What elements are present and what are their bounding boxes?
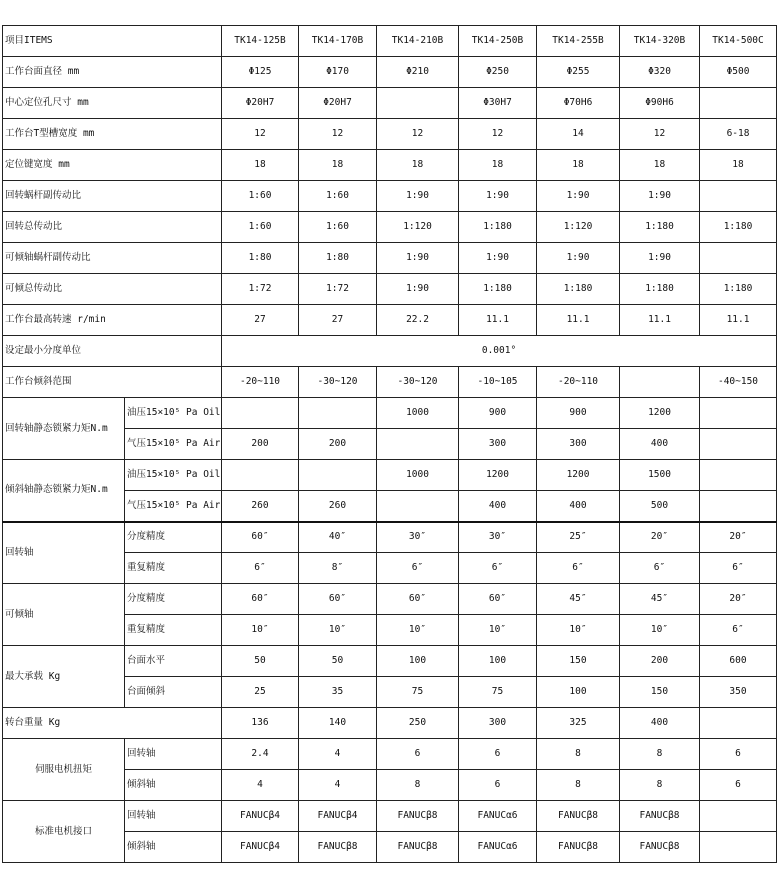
group-label: 最大承载 Kg xyxy=(3,646,125,708)
value-cell: FANUCα6 xyxy=(459,801,537,832)
value-cell: 325 xyxy=(537,708,620,739)
value-cell: Φ255 xyxy=(537,57,620,88)
value-cell: 250 xyxy=(377,708,459,739)
group-label: 回转轴静态锁紧力矩N.m xyxy=(3,398,125,460)
sub-label: 油压15×10⁵ Pa Oil xyxy=(125,460,222,491)
value-cell: 1:90 xyxy=(459,243,537,274)
sub-label: 回转轴 xyxy=(125,739,222,770)
group-label: 伺服电机扭矩 xyxy=(3,739,125,801)
value-cell: 1:72 xyxy=(299,274,377,305)
row-label: 回转总传动比 xyxy=(3,212,222,243)
value-cell xyxy=(700,181,777,212)
group-row xyxy=(3,460,777,491)
value-cell: FANUCβ8 xyxy=(377,832,459,863)
value-cell: 200 xyxy=(222,429,299,460)
value-cell xyxy=(299,398,377,429)
value-cell: 500 xyxy=(620,491,700,522)
min-unit-value: 0.001° xyxy=(222,336,777,367)
value-cell: 1000 xyxy=(377,460,459,491)
value-cell: 8 xyxy=(537,770,620,801)
value-cell: 6″ xyxy=(377,553,459,584)
value-cell: FANUCβ4 xyxy=(299,801,377,832)
spec-row xyxy=(3,274,777,305)
model-header: TK14-210B xyxy=(377,26,459,57)
value-cell: 300 xyxy=(537,429,620,460)
value-cell: 260 xyxy=(222,491,299,522)
value-cell: 100 xyxy=(459,646,537,677)
model-header: TK14-255B xyxy=(537,26,620,57)
header-row xyxy=(3,26,777,57)
value-cell: 1000 xyxy=(377,398,459,429)
value-cell: 1:90 xyxy=(377,243,459,274)
spec-row xyxy=(3,305,777,336)
value-cell: 8″ xyxy=(299,553,377,584)
tilt-range-row xyxy=(3,367,777,398)
value-cell: 350 xyxy=(700,677,777,708)
value-cell: 150 xyxy=(537,646,620,677)
value-cell: 10″ xyxy=(377,615,459,646)
value-cell: FANUCβ4 xyxy=(222,801,299,832)
value-cell: 20″ xyxy=(700,584,777,615)
row-label: 工作台T型槽宽度 mm xyxy=(3,119,222,150)
group-row xyxy=(3,739,777,770)
sub-label: 油压15×10⁵ Pa Oil xyxy=(125,398,222,429)
value-cell: 12 xyxy=(377,119,459,150)
value-cell: 40″ xyxy=(299,522,377,553)
value-cell: 1:180 xyxy=(700,212,777,243)
spec-row xyxy=(3,181,777,212)
value-cell xyxy=(700,832,777,863)
value-cell: Φ500 xyxy=(700,57,777,88)
spec-row xyxy=(3,212,777,243)
value-cell: 11.1 xyxy=(700,305,777,336)
sub-label: 重复精度 xyxy=(125,615,222,646)
value-cell xyxy=(700,88,777,119)
value-cell: 20″ xyxy=(700,522,777,553)
value-cell: FANUCβ8 xyxy=(377,801,459,832)
sub-label: 回转轴 xyxy=(125,801,222,832)
value-cell: 6″ xyxy=(222,553,299,584)
row-label: 可倾总传动比 xyxy=(3,274,222,305)
value-cell: 10″ xyxy=(537,615,620,646)
sub-label: 倾斜轴 xyxy=(125,832,222,863)
row-label: 转台重量 Kg xyxy=(3,708,222,739)
value-cell: 1:180 xyxy=(537,274,620,305)
value-cell xyxy=(222,460,299,491)
weight-row xyxy=(3,708,777,739)
value-cell: 75 xyxy=(377,677,459,708)
value-cell: Φ30H7 xyxy=(459,88,537,119)
group-label: 倾斜轴静态锁紧力矩N.m xyxy=(3,460,125,522)
sub-label: 气压15×10⁵ Pa Air xyxy=(125,491,222,522)
value-cell: 400 xyxy=(459,491,537,522)
items-header: 项目ITEMS xyxy=(3,26,222,57)
value-cell: 18 xyxy=(377,150,459,181)
value-cell xyxy=(377,88,459,119)
spec-table xyxy=(2,25,777,863)
sub-label: 分度精度 xyxy=(125,522,222,553)
value-cell: 6″ xyxy=(700,553,777,584)
value-cell: 6″ xyxy=(620,553,700,584)
value-cell: 1:72 xyxy=(222,274,299,305)
value-cell: 14 xyxy=(537,119,620,150)
value-cell: 400 xyxy=(620,429,700,460)
group-row xyxy=(3,584,777,615)
model-header: TK14-170B xyxy=(299,26,377,57)
value-cell: Φ250 xyxy=(459,57,537,88)
value-cell: 4 xyxy=(222,770,299,801)
model-header: TK14-125B xyxy=(222,26,299,57)
group-label: 回转轴 xyxy=(3,522,125,584)
value-cell: Φ20H7 xyxy=(299,88,377,119)
value-cell: 1:60 xyxy=(299,181,377,212)
min-unit-row xyxy=(3,336,777,367)
value-cell: 1500 xyxy=(620,460,700,491)
value-cell: Φ320 xyxy=(620,57,700,88)
value-cell: 1:60 xyxy=(222,181,299,212)
spec-row xyxy=(3,243,777,274)
value-cell: 1200 xyxy=(620,398,700,429)
value-cell: 6 xyxy=(459,770,537,801)
sub-label: 重复精度 xyxy=(125,553,222,584)
value-cell: 60″ xyxy=(377,584,459,615)
value-cell: Φ170 xyxy=(299,57,377,88)
value-cell: FANUCβ4 xyxy=(222,832,299,863)
value-cell: 12 xyxy=(299,119,377,150)
value-cell: 20″ xyxy=(620,522,700,553)
row-label: 回转蜗杆副传动比 xyxy=(3,181,222,212)
group-row xyxy=(3,646,777,677)
model-header: TK14-250B xyxy=(459,26,537,57)
value-cell: 140 xyxy=(299,708,377,739)
value-cell: 1200 xyxy=(459,460,537,491)
value-cell: 400 xyxy=(620,708,700,739)
value-cell: 1:90 xyxy=(537,243,620,274)
value-cell: 8 xyxy=(537,739,620,770)
row-label: 中心定位孔尺寸 mm xyxy=(3,88,222,119)
value-cell: 400 xyxy=(537,491,620,522)
value-cell: 4 xyxy=(299,739,377,770)
sub-label: 台面倾斜 xyxy=(125,677,222,708)
row-label: 定位键宽度 mm xyxy=(3,150,222,181)
value-cell: 300 xyxy=(459,708,537,739)
value-cell: 60″ xyxy=(222,522,299,553)
value-cell: 100 xyxy=(537,677,620,708)
model-header: TK14-320B xyxy=(620,26,700,57)
value-cell: FANUCβ8 xyxy=(537,832,620,863)
value-cell: 1200 xyxy=(537,460,620,491)
value-cell: 22.2 xyxy=(377,305,459,336)
value-cell: 18 xyxy=(299,150,377,181)
value-cell: -10~105 xyxy=(459,367,537,398)
value-cell: 6 xyxy=(377,739,459,770)
value-cell: 10″ xyxy=(620,615,700,646)
value-cell: -20~110 xyxy=(222,367,299,398)
value-cell: -30~120 xyxy=(377,367,459,398)
value-cell: 1:60 xyxy=(299,212,377,243)
value-cell: 50 xyxy=(222,646,299,677)
value-cell: 1:90 xyxy=(620,181,700,212)
spec-table-body xyxy=(3,26,777,863)
value-cell: 35 xyxy=(299,677,377,708)
value-cell xyxy=(700,398,777,429)
value-cell: 30″ xyxy=(459,522,537,553)
value-cell: Φ90H6 xyxy=(620,88,700,119)
value-cell: 11.1 xyxy=(459,305,537,336)
value-cell: 2.4 xyxy=(222,739,299,770)
value-cell xyxy=(222,398,299,429)
value-cell: 8 xyxy=(620,770,700,801)
spec-row xyxy=(3,119,777,150)
value-cell: 60″ xyxy=(222,584,299,615)
value-cell: 1:180 xyxy=(620,274,700,305)
row-label: 可倾轴蜗杆副传动比 xyxy=(3,243,222,274)
value-cell: 4 xyxy=(299,770,377,801)
value-cell: 10″ xyxy=(459,615,537,646)
value-cell: 25″ xyxy=(537,522,620,553)
value-cell: 200 xyxy=(299,429,377,460)
value-cell: 27 xyxy=(299,305,377,336)
value-cell: 8 xyxy=(620,739,700,770)
value-cell: 18 xyxy=(459,150,537,181)
value-cell: 600 xyxy=(700,646,777,677)
value-cell: 12 xyxy=(620,119,700,150)
value-cell: 18 xyxy=(222,150,299,181)
value-cell: 136 xyxy=(222,708,299,739)
value-cell: 1:80 xyxy=(299,243,377,274)
value-cell: 11.1 xyxy=(620,305,700,336)
value-cell xyxy=(377,429,459,460)
value-cell xyxy=(620,367,700,398)
value-cell: 45″ xyxy=(620,584,700,615)
value-cell: 1:180 xyxy=(620,212,700,243)
value-cell: 1:180 xyxy=(700,274,777,305)
row-label: 工作台面直径 mm xyxy=(3,57,222,88)
value-cell: 1:90 xyxy=(620,243,700,274)
row-label: 设定最小分度单位 xyxy=(3,336,222,367)
value-cell: 27 xyxy=(222,305,299,336)
value-cell: 6″ xyxy=(459,553,537,584)
value-cell: 1:80 xyxy=(222,243,299,274)
value-cell: 18 xyxy=(700,150,777,181)
group-label: 可倾轴 xyxy=(3,584,125,646)
value-cell: 10″ xyxy=(299,615,377,646)
value-cell: FANUCβ8 xyxy=(620,832,700,863)
value-cell: 12 xyxy=(459,119,537,150)
value-cell: 6″ xyxy=(700,615,777,646)
value-cell: 6 xyxy=(700,739,777,770)
value-cell: 1:120 xyxy=(377,212,459,243)
value-cell: 60″ xyxy=(299,584,377,615)
value-cell: FANUCβ8 xyxy=(537,801,620,832)
sub-label: 气压15×10⁵ Pa Air xyxy=(125,429,222,460)
value-cell: 1:90 xyxy=(537,181,620,212)
value-cell: Φ210 xyxy=(377,57,459,88)
value-cell: 6 xyxy=(700,770,777,801)
value-cell: 1:90 xyxy=(377,274,459,305)
value-cell: 18 xyxy=(537,150,620,181)
sub-label: 倾斜轴 xyxy=(125,770,222,801)
value-cell: 1:120 xyxy=(537,212,620,243)
value-cell: 11.1 xyxy=(537,305,620,336)
value-cell: 900 xyxy=(459,398,537,429)
value-cell: 100 xyxy=(377,646,459,677)
value-cell xyxy=(700,429,777,460)
value-cell: Φ20H7 xyxy=(222,88,299,119)
value-cell: 10″ xyxy=(222,615,299,646)
value-cell xyxy=(700,460,777,491)
value-cell: 6″ xyxy=(537,553,620,584)
value-cell: Φ125 xyxy=(222,57,299,88)
spec-row xyxy=(3,57,777,88)
group-row xyxy=(3,801,777,832)
value-cell: -30~120 xyxy=(299,367,377,398)
value-cell: 1:180 xyxy=(459,212,537,243)
value-cell xyxy=(299,460,377,491)
value-cell: 150 xyxy=(620,677,700,708)
spec-row xyxy=(3,88,777,119)
group-row xyxy=(3,522,777,553)
value-cell: 50 xyxy=(299,646,377,677)
value-cell: FANUCβ8 xyxy=(620,801,700,832)
model-header: TK14-500C xyxy=(700,26,777,57)
value-cell xyxy=(700,801,777,832)
value-cell: 300 xyxy=(459,429,537,460)
value-cell: 30″ xyxy=(377,522,459,553)
value-cell: 60″ xyxy=(459,584,537,615)
group-label: 标准电机接口 xyxy=(3,801,125,863)
value-cell xyxy=(700,708,777,739)
value-cell: 6 xyxy=(459,739,537,770)
value-cell: 260 xyxy=(299,491,377,522)
value-cell: -20~110 xyxy=(537,367,620,398)
value-cell: 18 xyxy=(620,150,700,181)
value-cell: 8 xyxy=(377,770,459,801)
value-cell: 12 xyxy=(222,119,299,150)
value-cell: FANUCβ8 xyxy=(299,832,377,863)
value-cell: FANUCα6 xyxy=(459,832,537,863)
value-cell xyxy=(700,491,777,522)
spec-row xyxy=(3,150,777,181)
value-cell: 45″ xyxy=(537,584,620,615)
value-cell: 1:90 xyxy=(377,181,459,212)
value-cell: -40~150 xyxy=(700,367,777,398)
row-label: 工作台最高转速 r/min xyxy=(3,305,222,336)
value-cell: 1:180 xyxy=(459,274,537,305)
value-cell: 75 xyxy=(459,677,537,708)
value-cell: 200 xyxy=(620,646,700,677)
value-cell: 25 xyxy=(222,677,299,708)
value-cell: Φ70H6 xyxy=(537,88,620,119)
value-cell xyxy=(377,491,459,522)
value-cell: 6-18 xyxy=(700,119,777,150)
value-cell: 1:60 xyxy=(222,212,299,243)
row-label: 工作台倾斜范围 xyxy=(3,367,222,398)
group-row xyxy=(3,398,777,429)
sub-label: 分度精度 xyxy=(125,584,222,615)
sub-label: 台面水平 xyxy=(125,646,222,677)
value-cell: 900 xyxy=(537,398,620,429)
value-cell xyxy=(700,243,777,274)
value-cell: 1:90 xyxy=(459,181,537,212)
